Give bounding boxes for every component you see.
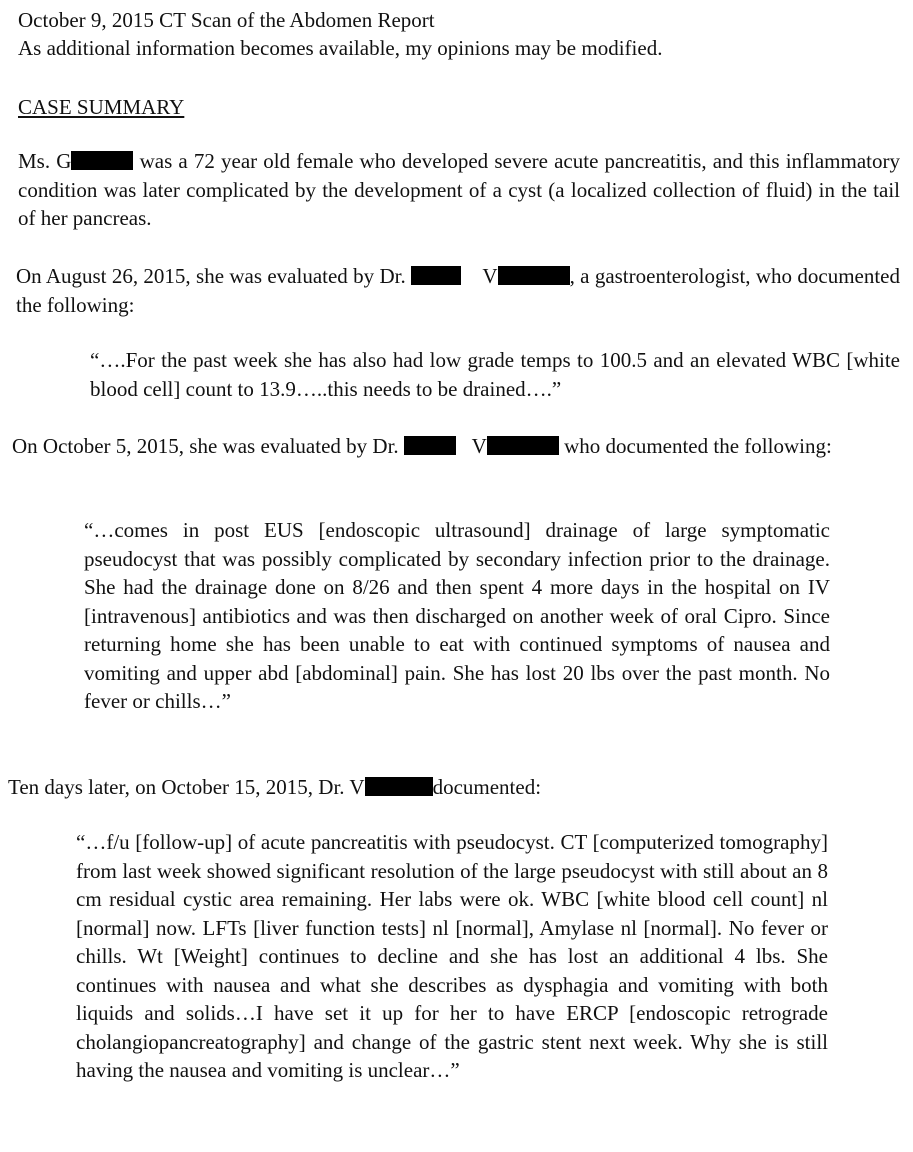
aug26-post: , a gastroenterologist, who documented the following: [16, 264, 900, 317]
aug26-pre: On August 26, 2015, she was evaluated by Dr. [16, 264, 406, 288]
oct5-paragraph [12, 432, 900, 461]
patient-prefix: Ms. G [18, 149, 72, 173]
oct15-post: documented: [432, 775, 542, 799]
disclaimer: As additional information becomes available, my opinions may be modified. [18, 36, 663, 60]
redaction-bar [498, 266, 570, 285]
oct15-paragraph [8, 773, 900, 802]
section-heading: CASE SUMMARY [18, 95, 185, 119]
redaction-bar [404, 436, 456, 455]
oct5-initial: V [471, 434, 487, 458]
redaction-bar [365, 777, 433, 796]
redaction-bar [411, 266, 461, 285]
case-summary-text: was a 72 year old female who developed severe acute pancreatitis, and this inflammatory condition was later complicated by the development of a cyst (a localized collection of fluid) in the tail of her pancreas. [18, 149, 901, 230]
aug26-quote: “….For the past week she has also had low grade temps to 100.5 and an elevated WBC [white blood cell] count to 13.9…..this needs to be drained….” [90, 348, 900, 401]
report-title: October 9, 2015 CT Scan of the Abdomen Report [18, 8, 435, 32]
aug26-initial: V [482, 264, 498, 288]
oct15-pre: Ten days later, on October 15, 2015, Dr. V [8, 775, 365, 799]
oct5-quote: “…comes in post EUS [endoscopic ultrasound] drainage of large symptomatic pseudocyst that was possibly complicated by secondary infection prior to the drainage. She had the drainage done on 8/26 and then spent 4 more days in the hospital on IV [intravenous] antibiotics and was then discharged on another week of oral Cipro. Since returning home she has been unable to eat with continued symptoms of nausea and vomiting and upper abd [abdominal] pain. She has lost 20 lbs over the past month. No fever or chills…” [84, 518, 830, 713]
oct5-post: who documented the following: [564, 434, 832, 458]
redaction-bar [71, 151, 133, 170]
oct15-quote: “…f/u [follow-up] of acute pancreatitis with pseudocyst. CT [computerized tomography] from last week showed significant resolution of the large pseudocyst with still about an 8 cm residual cystic area remaining. Her labs were ok. WBC [white blood cell count] nl [normal] now. LFTs [liver function tests] nl [normal], Amylase nl [normal]. No fever or chills. Wt [Weight] continues to decline and she has lost an additional 4 lbs. She continues with nausea and what she describes as dysphagia and vomiting with both liquids and solids…I have set it up for her to have ERCP [endoscopic retrograde cholangiopancreatography] and change of the gastric stent next week. Why she is still having the nausea and vomiting is unclear…” [76, 830, 828, 1082]
aug26-paragraph [16, 262, 900, 319]
case-summary-paragraph [18, 147, 900, 233]
redaction-bar [487, 436, 559, 455]
oct5-pre: On October 5, 2015, she was evaluated by Dr. [12, 434, 399, 458]
